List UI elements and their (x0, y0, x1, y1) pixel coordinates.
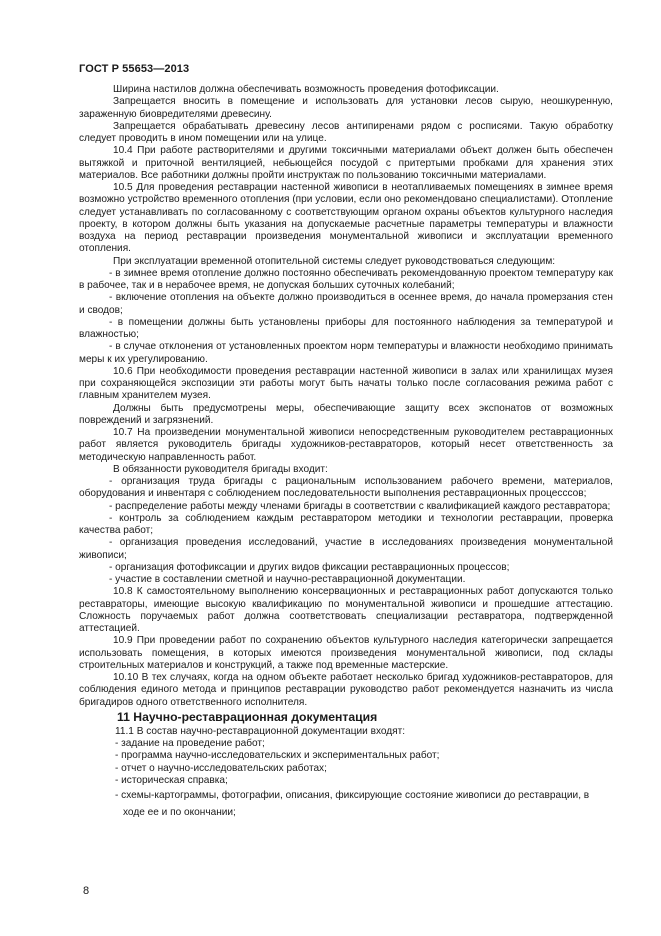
list-item: - схемы-картограммы, фотографии, описания, фиксирующие состояние живописи до реставрации, в ходе ее и по окончании; (115, 790, 590, 818)
page-number: 8 (83, 885, 90, 897)
list-item: - контроль за соблюдением каждым реставратором методики и технологии реставрации, проверка качества работ; (79, 512, 613, 536)
paragraph: 10.9 При проведении работ по сохранению объектов культурного наследия категорически запрещается использовать помещения, в которых имеются произведения монументальной живописи, под склады строительных материалов и конструкций, а также под временные мастерские. (79, 635, 613, 671)
list-item: - распределение работы между членами бригады в соответствии с квалификацией каждого реставратора; (109, 500, 611, 512)
list-item: - в случае отклонения от установленных проектом норм температуры и влажности необходимо принимать меры к их урегулированию. (79, 341, 613, 365)
list-item: - задание на проведение работ; (115, 738, 265, 749)
list-item: - историческая справка; (115, 774, 228, 786)
list-item: - в помещении должны быть установлены приборы для постоянного наблюдения за температурой и влажностью; (79, 316, 613, 340)
list-item: - организация труда бригады с рациональным использованием рабочего времени, материалов, оборудования и инвентаря с соблюдением последовательности выполнения реставрационных процесссов; (79, 476, 613, 500)
list-item: - отчет о научно-исследовательских работах; (115, 762, 327, 774)
list-item: - участие в составлении сметной и научно-реставрационной документации. (109, 574, 466, 585)
paragraph: 10.6 При необходимости проведения реставрации настенной живописи в залах или хранилищах музея при сохраняющейся экспозиции эти работы могут быть начаты только после согласования режима работ с главным хранителем музея. (79, 365, 613, 402)
list-item: - организация проведения исследований, участие в исследованиях произведения монументальной живописи; (79, 537, 613, 561)
document-header: ГОСТ Р 55653—2013 (79, 63, 190, 75)
paragraph: 10.8 К самостоятельному выполнению консервационных и реставрационных работ допускаются только реставраторы, имеющие высокую квалификацию по монументальной живописи и прошедшие аттестацию. Сложность поручаемых работ должна соответствовать специализации реставратора, подтвержденной аттестацией. (79, 586, 613, 634)
document-body (79, 84, 613, 821)
paragraph: Запрещается вносить в помещение и использовать для установки лесов сырую, неошкуренную, зараженную биовредителями древесину. (79, 96, 613, 120)
list-item: - включение отопления на объекте должно производиться в осеннее время, до начала промерзания стен и сводов; (79, 292, 613, 316)
list-item: - в зимнее время отопление должно постоянно обеспечивать рекомендованную проектом температуру как в рабочее, так и в нерабочее время, не допуская больших суточных колебаний; (79, 267, 613, 291)
paragraph: 10.5 Для проведения реставрации настенной живописи в неотапливаемых помещениях в зимнее время возможно устройство временного отопления (при условии, если оно рекомендовано специалистами). Отопление следует устанавливать по согласованному с соответствующим органом охраны объектов культурного наследия проекту, в котором должны быть указания на допускаемые расчетные параметры температуры и влажности воздуха на период реставрации произведения монументальной живописи и эксплуатации временного отопления. (79, 182, 613, 255)
paragraph: 10.4 При работе растворителями и другими токсичными материалами объект должен быть обеспечен вытяжкой и приточной вентиляцией, небьющейся посудой с притертыми пробками для хранения этих материалов. Все работники должны пройти инструктаж по пользованию токсичными материалами. (79, 145, 613, 181)
list-item: - программа научно-исследовательских и экспериментальных работ; (115, 750, 440, 762)
paragraph: Запрещается обрабатывать древесину лесов антипиренами рядом с росписями. Такую обработку следует проводить в ином помещении или на улице. (79, 120, 613, 144)
paragraph: 10.10 В тех случаях, когда на одном объекте работает несколько бригад художников-реставраторов, для соблюдения единого метода и принципов реставрации руководство работ рекомендуется назначить из числа бригадиров одного ответственного исполнителя. (79, 672, 613, 708)
section-paragraph: 11.1 В состав научно-реставрационной документации входят: (115, 725, 406, 737)
paragraph: Ширина настилов должна обеспечивать возможность проведения фотофиксации. (113, 84, 499, 95)
paragraph: При эксплуатации временной отопительной системы следует руководствоваться следующим: (113, 255, 556, 267)
paragraph: В обязанности руководителя бригады входит: (113, 463, 328, 475)
paragraph: Должны быть предусмотрены меры, обеспечивающие защиту всех экспонатов от возможных повреждений и загрязнений. (79, 402, 613, 426)
section-heading: 11 Научно-реставрационная документация (117, 709, 378, 724)
list-item: - организация фотофиксации и других видов фиксации реставрационных процессов; (109, 561, 510, 573)
paragraph: 10.7 На произведении монументальной живописи непосредственным руководителем реставрационных работ является руководитель бригады художников-реставраторов, который несет ответственность за методическую направленность работ. (79, 427, 613, 463)
